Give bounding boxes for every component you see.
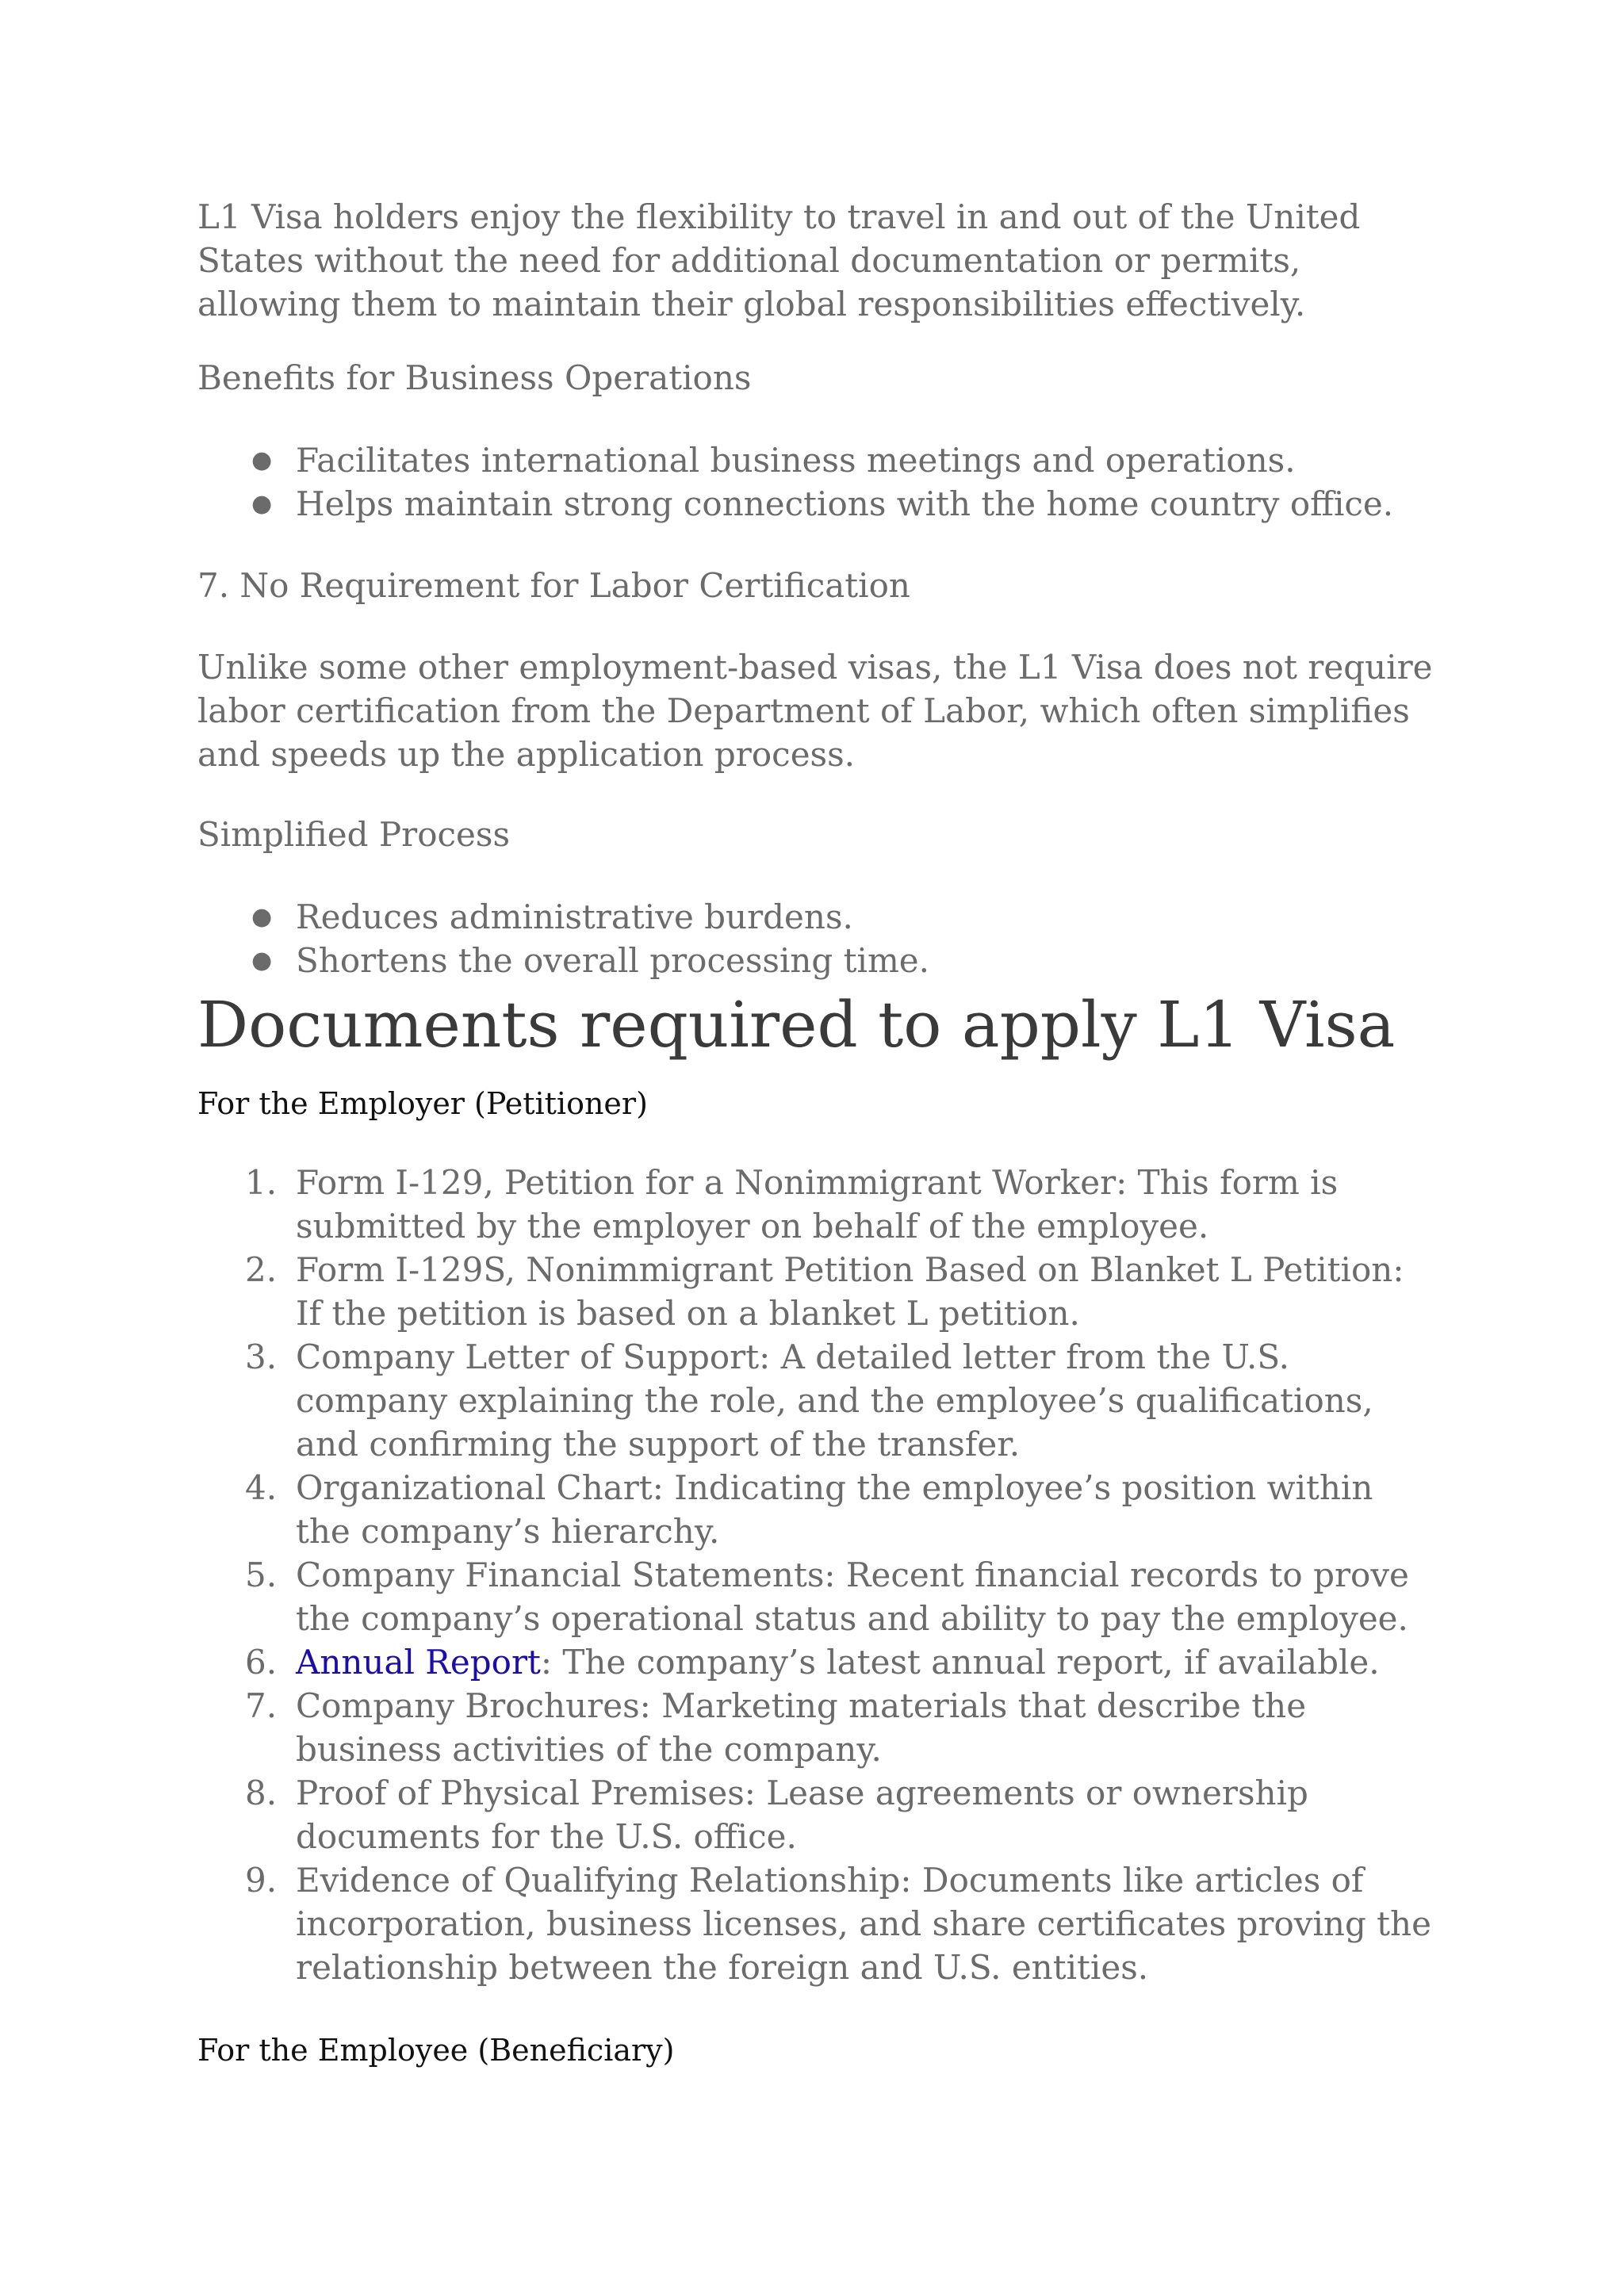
documents-heading: Documents required to apply L1 Visa xyxy=(197,988,1396,1062)
list-item-text: Form I-129S, Nonimmigrant Petition Based on Blanket L Petition: If the petition is based on a blanket L petition. xyxy=(296,1250,1404,1333)
list-item-text: Shortens the overall processing time. xyxy=(296,941,930,980)
list-item-text: Organizational Chart: Indicating the employee’s position within the company’s hierarchy. xyxy=(296,1468,1373,1551)
list-item xyxy=(197,438,1434,482)
list-number: 5. xyxy=(245,1556,278,1594)
list-item-text: Helps maintain strong connections with the home country office. xyxy=(296,484,1394,523)
list-number: 1. xyxy=(245,1163,278,1202)
annual-report-link[interactable]: Annual Report xyxy=(296,1643,541,1682)
list-item xyxy=(197,1335,1434,1466)
list-item xyxy=(197,1684,1434,1771)
list-number: 6. xyxy=(245,1643,278,1682)
list-item xyxy=(197,1248,1434,1335)
list-number: 9. xyxy=(245,1861,278,1900)
benefits-list xyxy=(197,438,1434,526)
employer-heading: For the Employer (Petitioner) xyxy=(197,1086,648,1121)
list-item xyxy=(197,1161,1434,1248)
bullet-icon: ● xyxy=(251,446,273,474)
list-item xyxy=(197,1771,1434,1858)
bullet-icon: ● xyxy=(251,947,273,974)
list-item-text: Evidence of Qualifying Relationship: Documents like articles of incorporation, business licenses, and share certificates proving the relationship between the foreign and U.S. entities. xyxy=(296,1861,1431,1987)
document-content xyxy=(197,195,1434,2072)
list-item-text: Form I-129, Petition for a Nonimmigrant Worker: This form is submitted by the employer on behalf of the employee. xyxy=(296,1163,1339,1246)
list-number: 3. xyxy=(245,1337,278,1376)
simplified-list xyxy=(197,895,1434,982)
list-item xyxy=(197,895,1434,939)
employee-heading: For the Employee (Beneficiary) xyxy=(197,2033,675,2068)
intro-paragraph: L1 Visa holders enjoy the flexibility to travel in and out of the United States without the need for additional documentation or permits, allowing them to maintain their global responsibilities effectively. xyxy=(197,197,1361,323)
list-item xyxy=(197,482,1434,526)
section-7-heading: 7. No Requirement for Labor Certification xyxy=(197,566,910,605)
list-item-text: Facilitates international business meetings and operations. xyxy=(296,441,1296,480)
list-item xyxy=(197,1466,1434,1553)
benefits-heading: Benefits for Business Operations xyxy=(197,358,752,397)
list-item-text: Reduces administrative burdens. xyxy=(296,897,853,936)
list-item-text: Company Letter of Support: A detailed letter from the U.S. company explaining the role, and the employee’s qualifications, and confirming the support of the transfer. xyxy=(296,1337,1373,1464)
employer-documents-list xyxy=(197,1161,1434,1989)
list-item xyxy=(197,1858,1434,1989)
bullet-icon: ● xyxy=(251,903,273,931)
list-number: 8. xyxy=(245,1774,278,1812)
list-item-text: Company Financial Statements: Recent financial records to prove the company’s operational status and ability to pay the employee. xyxy=(296,1556,1409,1638)
list-item xyxy=(197,1553,1434,1640)
list-number: 4. xyxy=(245,1468,278,1507)
list-item xyxy=(197,1640,1434,1684)
section-7-paragraph: Unlike some other employment-based visas, the L1 Visa does not require labor certification from the Department of Labor, which often simplifies and speeds up the application process. xyxy=(197,648,1433,774)
list-number: 2. xyxy=(245,1250,278,1289)
simplified-process-heading: Simplified Process xyxy=(197,815,510,854)
list-item-text: Company Brochures: Marketing materials that describe the business activities of the company. xyxy=(296,1686,1307,1769)
list-item-text: : The company’s latest annual report, if available. xyxy=(540,1643,1380,1682)
list-item xyxy=(197,939,1434,982)
list-number: 7. xyxy=(245,1686,278,1725)
list-item-text: Proof of Physical Premises: Lease agreements or ownership documents for the U.S. office. xyxy=(296,1774,1308,1856)
bullet-icon: ● xyxy=(251,490,273,518)
